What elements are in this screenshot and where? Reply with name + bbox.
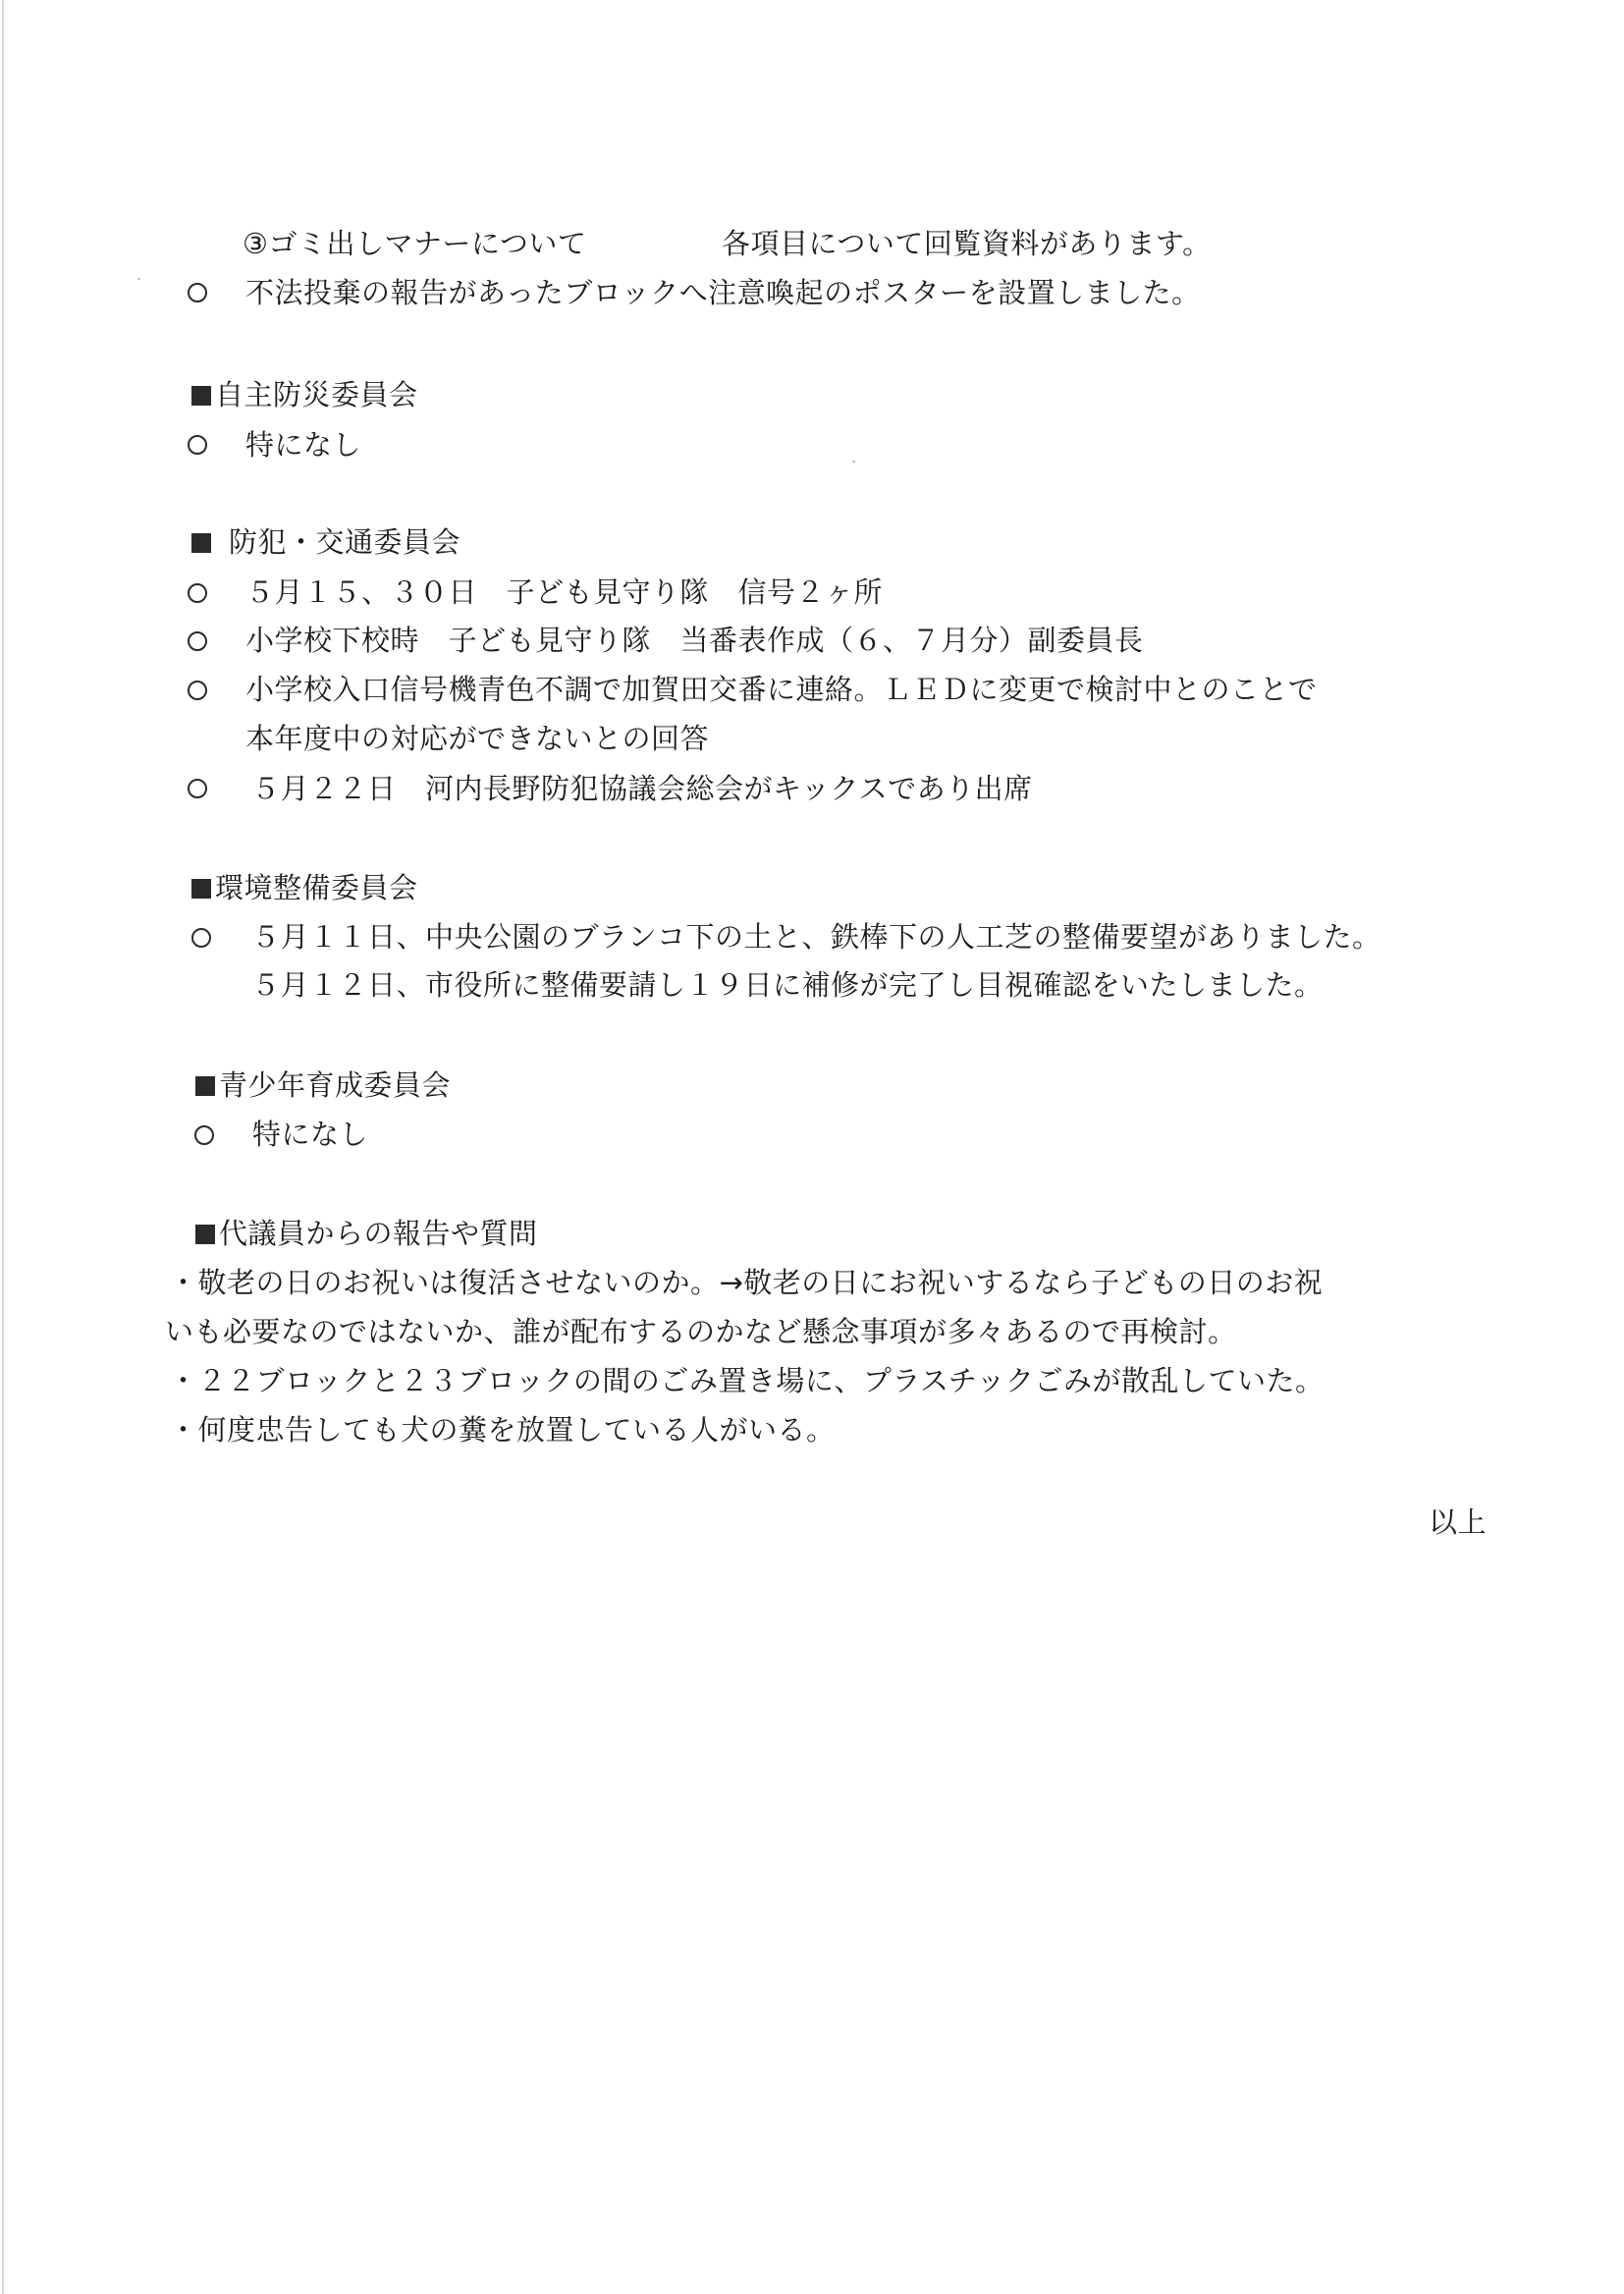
scan-edge-line bbox=[2, 0, 4, 2294]
section-heading-daigiin-text: 代議員からの報告や質問 bbox=[219, 1217, 538, 1250]
circle-bullet-icon bbox=[188, 631, 207, 651]
circle-bullet-icon bbox=[194, 1125, 214, 1145]
bohan-item-continued: 本年度中の対応ができないとの回答 bbox=[245, 722, 710, 755]
section-heading-seishonen-text: 青少年育成委員会 bbox=[219, 1068, 452, 1102]
bohan-item: 小学校下校時 子ども見守り隊 当番表作成（６、７月分）副委員長 bbox=[245, 624, 1144, 657]
circle-bullet-icon bbox=[188, 779, 207, 798]
bohan-item: ５月１５、３０日 子ども見守り隊 信号２ヶ所 bbox=[245, 575, 884, 609]
section-heading-daigiin bbox=[195, 1214, 538, 1253]
daigiin-item: ・２２ブロックと２３ブロックの間のごみ置き場に、プラスチックごみが散乱していた。 bbox=[169, 1364, 1325, 1397]
circle-bullet-icon bbox=[188, 435, 207, 455]
daigiin-item-continued: いも必要なのではないか、誰が配布するのかなど懸念事項が多々あるので再検討。 bbox=[165, 1315, 1237, 1348]
bohan-item: 小学校入口信号機青色不調で加賀田交番に連絡。ＬＥＤに変更で検討中とのことで bbox=[245, 673, 1318, 706]
daigiin-item: ・何度忠告しても犬の糞を放置している人がいる。 bbox=[169, 1413, 836, 1447]
square-bullet-icon bbox=[191, 879, 211, 899]
square-bullet-icon bbox=[195, 1225, 215, 1244]
item3-label: ③ゴミ出しマナーについて bbox=[243, 227, 587, 260]
scan-speck bbox=[137, 278, 140, 280]
square-bullet-icon bbox=[191, 386, 211, 406]
section-heading-kankyo bbox=[191, 868, 418, 907]
seishonen-item: 特になし bbox=[252, 1118, 369, 1151]
circle-bullet-icon bbox=[188, 283, 207, 302]
item3-note: 各項目について回覧資料があります。 bbox=[722, 227, 1212, 260]
bosai-item: 特になし bbox=[245, 428, 362, 462]
square-bullet-icon bbox=[195, 1076, 215, 1096]
section-heading-bosai-text: 自主防災委員会 bbox=[215, 378, 418, 411]
section-heading-kankyo-text: 環境整備委員会 bbox=[215, 871, 418, 904]
daigiin-item: ・敬老の日のお祝いは復活させないのか。→敬老の日にお祝いするなら子どもの日のお祝 bbox=[169, 1266, 1324, 1299]
section-heading-bohan bbox=[191, 522, 460, 562]
section-heading-bosai bbox=[191, 375, 418, 414]
bohan-item: ５月２２日 河内長野防犯協議会総会がキックスであり出席 bbox=[251, 772, 1033, 805]
section-heading-seishonen bbox=[195, 1065, 451, 1105]
kankyo-item: ５月１１日、中央公園のブランコ下の土と、鉄棒下の人工芝の整備要望がありました。 bbox=[251, 920, 1381, 954]
square-bullet-icon bbox=[191, 533, 211, 553]
illegal-dumping-line: 不法投棄の報告があったブロックへ注意喚起のポスターを設置しました。 bbox=[245, 276, 1201, 309]
circle-bullet-icon bbox=[188, 583, 207, 603]
kankyo-item-continued: ５月１２日、市役所に整備要請し１９日に補修が完了し目視確認をいたしました。 bbox=[251, 968, 1324, 1002]
circle-bullet-icon bbox=[191, 928, 211, 948]
scan-speck bbox=[852, 461, 855, 463]
circle-bullet-icon bbox=[188, 681, 207, 700]
section-heading-bohan-text: 防犯・交通委員会 bbox=[229, 525, 461, 559]
closing-text: 以上 bbox=[1429, 1505, 1488, 1539]
